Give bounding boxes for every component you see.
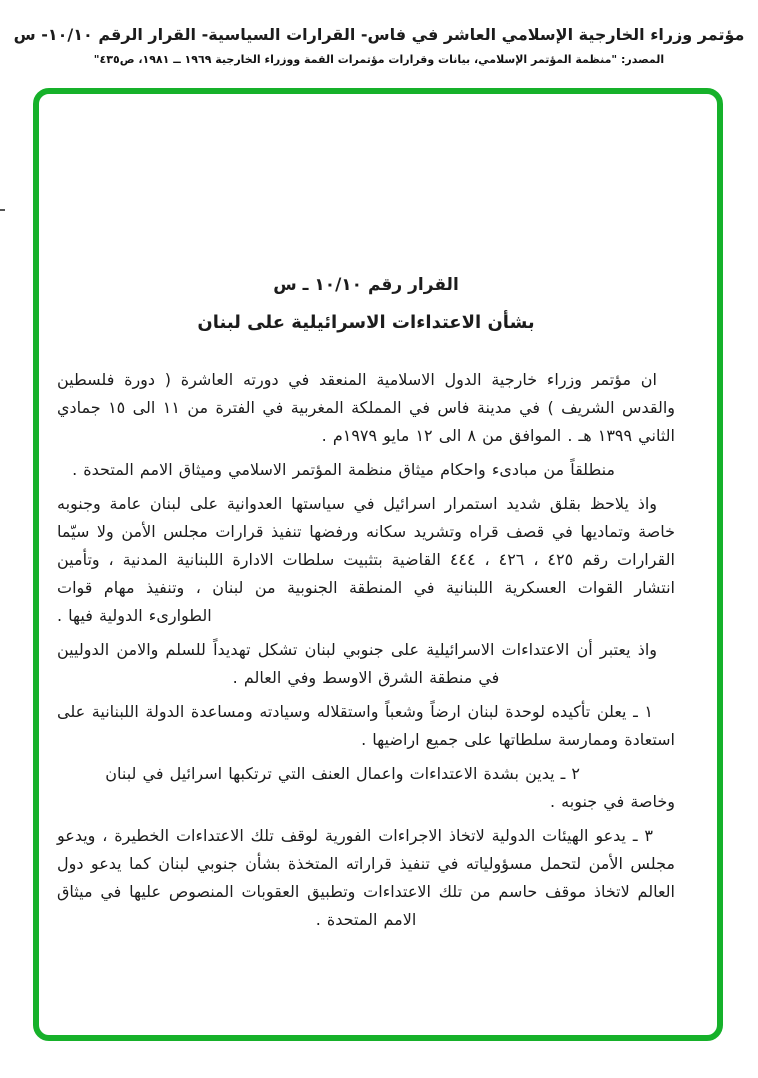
conference-title: مؤتمر وزراء الخارجية الإسلامي العاشر في فاس- القرارات السياسية- القرار الرقم ١٠/١٠- س bbox=[13, 25, 745, 44]
source-citation: المصدر: "منظمة المؤتمر الإسلامي، بيانات وقرارات مؤتمرات القمة ووزراء الخارجية ١٩٦٩ ــ ١٩٨١، ص٤٣٥" bbox=[93, 53, 665, 66]
paragraph-threat-preamble: واذ يعتبر أن الاعتداءات الاسرائيلية على جنوبي لبنان تشكل تهديداً للسلم والامن الدوليين في منطقة الشرق الاوسط وفي العالم . bbox=[57, 640, 657, 687]
clause-3: ٣ ـ يدعو الهيئات الدولية لاتخاذ الاجراءات الفورية لوقف تلك الاعتداءات الخطيرة ، ويدعو مجلس الأمن لتحمل مسؤولياته في تنفيذ قراراته المتخذة بشأن جنوبي لبنان كما يدعو دول العالم لاتخاذ موقف حاسم من تلك الاعتداءات وتطبيق العقوبات المنصوص عليها في ميثاق الامم المتحدة . bbox=[57, 826, 675, 929]
paragraph-charter-preamble: منطلقاً من مبادىء واحكام ميثاق منظمة المؤتمر الاسلامي وميثاق الامم المتحدة . bbox=[72, 460, 615, 479]
clause-2: ٢ ـ يدين بشدة الاعتداءات واعمال العنف التي ترتكبها اسرائيل في لبنان وخاصة في جنوبه . bbox=[105, 764, 675, 811]
resolution-number-title: القرار رقم ١٠/١٠ ـ س bbox=[273, 275, 459, 295]
resolution-subject-title: بشأن الاعتداءات الاسرائيلية على لبنان bbox=[197, 312, 535, 333]
paragraph-concern-preamble: واذ يلاحظ بقلق شديد استمرار اسرائيل في سياستها العدوانية على لبنان عامة وجنوبه خاصة وتماديها في قصف قراه وتشريد سكانه ورفضها تنفيذ قرارات مجلس الأمن ولا سيّما القرارات رقم ٤٢٥ ، ٤٢٦ ، ٤٤٤ القاضية بتثبيت سلطات الادارة اللبنانية المدنية ، وتأمين انتشار القوات العسكرية اللبنانية في المنطقة الجنوبية من لبنان ، وتنفيذ مهام قوات الطوارىء الدولية فيها . bbox=[57, 494, 675, 625]
clause-1: ١ ـ يعلن تأكيده لوحدة لبنان ارضاً وشعباً واستقلاله وسيادته ومساعدة الدولة اللبنانية على استعادة وممارسة سلطاتها على جميع اراضيها . bbox=[57, 702, 675, 749]
source-header bbox=[0, 24, 758, 68]
scan-artifact-dash bbox=[0, 209, 5, 211]
paragraph-session-preamble: ان مؤتمر وزراء خارجية الدول الاسلامية المنعقد في دورته العاشرة ( دورة فلسطين والقدس الشريف ) في مدينة فاس في المملكة المغربية في الفترة من ١١ الى ١٥ جمادي الثاني ١٣٩٩ هـ . الموافق من ٨ الى ١٢ مايو ١٩٧٩م . bbox=[57, 370, 676, 445]
resolution-body bbox=[39, 94, 705, 1023]
